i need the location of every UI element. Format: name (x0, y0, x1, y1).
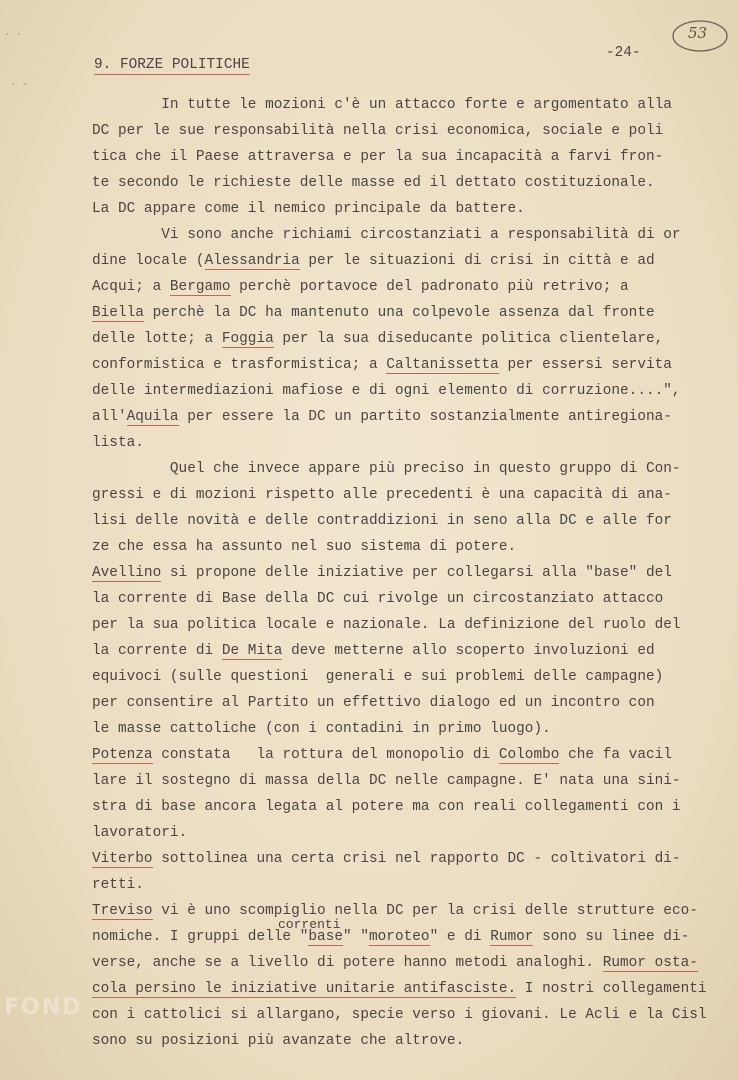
text-line (92, 252, 655, 270)
text-line (92, 772, 681, 790)
text-segment: equivoci (sulle questioni generali e sui problemi delle campagne) (92, 669, 664, 685)
section-heading: 9. FORZE POLITICHE (94, 57, 250, 73)
underlined-text: moroteo (369, 929, 430, 945)
text-segment: In tutte le mozioni c'è un attacco forte e argomentato alla (92, 97, 672, 113)
text-line (92, 486, 672, 504)
text-line (92, 902, 698, 920)
text-segment: per consentire al Partito un effettivo dialogo ed un incontro con (92, 695, 655, 711)
text-segment: con i cattolici si allargano, specie verso i giovani. Le Acli e la Cisl (92, 1007, 707, 1023)
text-line (92, 382, 681, 400)
margin-speck: · - (10, 80, 29, 91)
underlined-text: base (308, 929, 344, 945)
text-line (92, 512, 672, 530)
text-segment: dine locale ( (92, 253, 205, 269)
text-segment: lavoratori. (92, 825, 188, 841)
text-line (92, 720, 551, 738)
text-segment: perchè la DC ha mantenuto una colpevole assenza dal fronte (143, 305, 655, 321)
text-segment: deve metterne allo scoperto involuzioni ed (282, 643, 655, 659)
underlined-text: Biella (92, 305, 144, 321)
text-line (92, 330, 663, 348)
text-segment: lista. (92, 435, 144, 451)
handwritten-insertion: correnti (278, 917, 341, 932)
text-segment: verse, anche se a livello di potere hanno metodi analoghi. (92, 955, 603, 971)
text-segment: le masse cattoliche (con i contadini in primo luogo). (92, 721, 551, 737)
text-segment: vi è uno scompiglio nella DC per la crisi delle strutture eco- (152, 903, 698, 919)
text-line (92, 694, 655, 712)
text-segment: " " (343, 929, 369, 945)
text-line (92, 616, 681, 634)
text-line (92, 96, 672, 114)
text-line (92, 668, 663, 686)
text-line (92, 122, 663, 140)
text-line (92, 460, 681, 478)
text-line (92, 642, 655, 660)
text-line (92, 928, 689, 946)
text-line (92, 356, 672, 374)
text-line (92, 148, 663, 166)
underlined-text: Foggia (221, 331, 274, 347)
text-segment: la corrente di Base della DC cui rivolge un circostanziato attacco (92, 591, 664, 607)
text-segment: delle lotte; a (92, 331, 222, 347)
text-segment: all' (92, 409, 127, 425)
text-segment: gressi e di mozioni rispetto alle precedenti è una capacità di ana- (92, 487, 672, 503)
underlined-text: De Mita (221, 643, 283, 659)
text-segment: nomiche. I gruppi delle " (92, 929, 309, 945)
text-line (92, 564, 672, 582)
watermark: FOND (4, 995, 83, 1020)
text-segment: tica che il Paese attraversa e per la sua incapacità a farvi fron- (92, 149, 664, 165)
text-segment: che fa vacil (559, 747, 672, 763)
text-segment: I nostri collegamenti (516, 981, 707, 997)
underlined-text: Colombo (498, 747, 560, 763)
text-segment: Acqui; a (92, 279, 170, 295)
text-line (92, 798, 681, 816)
text-line (92, 226, 681, 244)
text-segment: lare il sostegno di massa della DC nelle campagne. E' nata una sini- (92, 773, 681, 789)
underlined-text: cola persino le iniziative unitarie antifasciste. (92, 981, 517, 997)
text-segment: stra di base ancora legata al potere ma con reali collegamenti con i (92, 799, 681, 815)
margin-speck: · · (4, 30, 23, 41)
text-segment: per le situazioni di crisi in città e ad (299, 253, 655, 269)
underlined-text: Potenza (92, 747, 153, 763)
text-segment: per la sua diseducante politica clientelare, (273, 331, 664, 347)
text-line (92, 538, 516, 556)
text-segment: per la sua politica locale e nazionale. La definizione del ruolo del (92, 617, 681, 633)
underlined-text: Caltanissetta (386, 357, 499, 373)
page-number: -24- (606, 45, 641, 61)
underlined-text: Treviso (92, 903, 153, 919)
text-segment: conformistica e trasformistica; a (92, 357, 387, 373)
text-line (92, 980, 707, 998)
underlined-text: Viterbo (92, 851, 153, 867)
underlined-text: Rumor (490, 929, 534, 945)
text-line (92, 200, 525, 218)
text-line (92, 408, 672, 426)
text-segment: sottolinea una certa crisi nel rapporto DC - coltivatori di- (152, 851, 681, 867)
text-segment: ze che essa ha assunto nel suo sistema di potere. (92, 539, 517, 555)
text-line (92, 1032, 464, 1050)
text-segment: perchè portavoce del padronato più retrivo; a (230, 279, 629, 295)
text-segment: Quel che invece appare più preciso in questo gruppo di Con- (92, 461, 681, 477)
text-segment: te secondo le richieste delle masse ed il dettato costituzionale. (92, 175, 655, 191)
text-segment: per essersi servita (498, 357, 672, 373)
text-segment: la corrente di (92, 643, 222, 659)
text-line (92, 954, 698, 972)
text-segment: Vi sono anche richiami circostanziati a responsabilità di or (92, 227, 681, 243)
text-segment: sono su linee di- (533, 929, 690, 945)
underlined-text: Avellino (92, 565, 162, 581)
text-segment: lisi delle novità e delle contraddizioni in seno alla DC e alle for (92, 513, 672, 529)
text-line (92, 434, 144, 452)
text-line (92, 746, 672, 764)
underlined-text: Rumor osta- (602, 955, 698, 971)
text-segment: DC per le sue responsabilità nella crisi economica, sociale e poli (92, 123, 664, 139)
text-line (92, 1006, 707, 1024)
text-line (92, 876, 144, 894)
text-segment: " e di (429, 929, 491, 945)
text-segment: per essere la DC un partito sostanzialmente antiregiona- (178, 409, 672, 425)
text-line (92, 174, 655, 192)
underlined-text: Alessandria (204, 253, 300, 269)
text-segment: La DC appare come il nemico principale da battere. (92, 201, 525, 217)
folio-number: 53 (670, 18, 730, 54)
underlined-text: Bergamo (169, 279, 231, 295)
text-line (92, 278, 629, 296)
text-segment: sono su posizioni più avanzate che altrove. (92, 1033, 465, 1049)
text-segment: si propone delle iniziative per collegarsi alla "base" del (161, 565, 672, 581)
text-line (92, 824, 187, 842)
text-segment: retti. (92, 877, 144, 893)
text-segment: constata la rottura del monopolio di (152, 747, 499, 763)
underlined-text: Aquila (126, 409, 179, 425)
text-segment: delle intermediazioni mafiose e di ogni elemento di corruzione....", (92, 383, 681, 399)
text-line (92, 590, 663, 608)
text-line (92, 304, 655, 322)
text-line (92, 850, 681, 868)
